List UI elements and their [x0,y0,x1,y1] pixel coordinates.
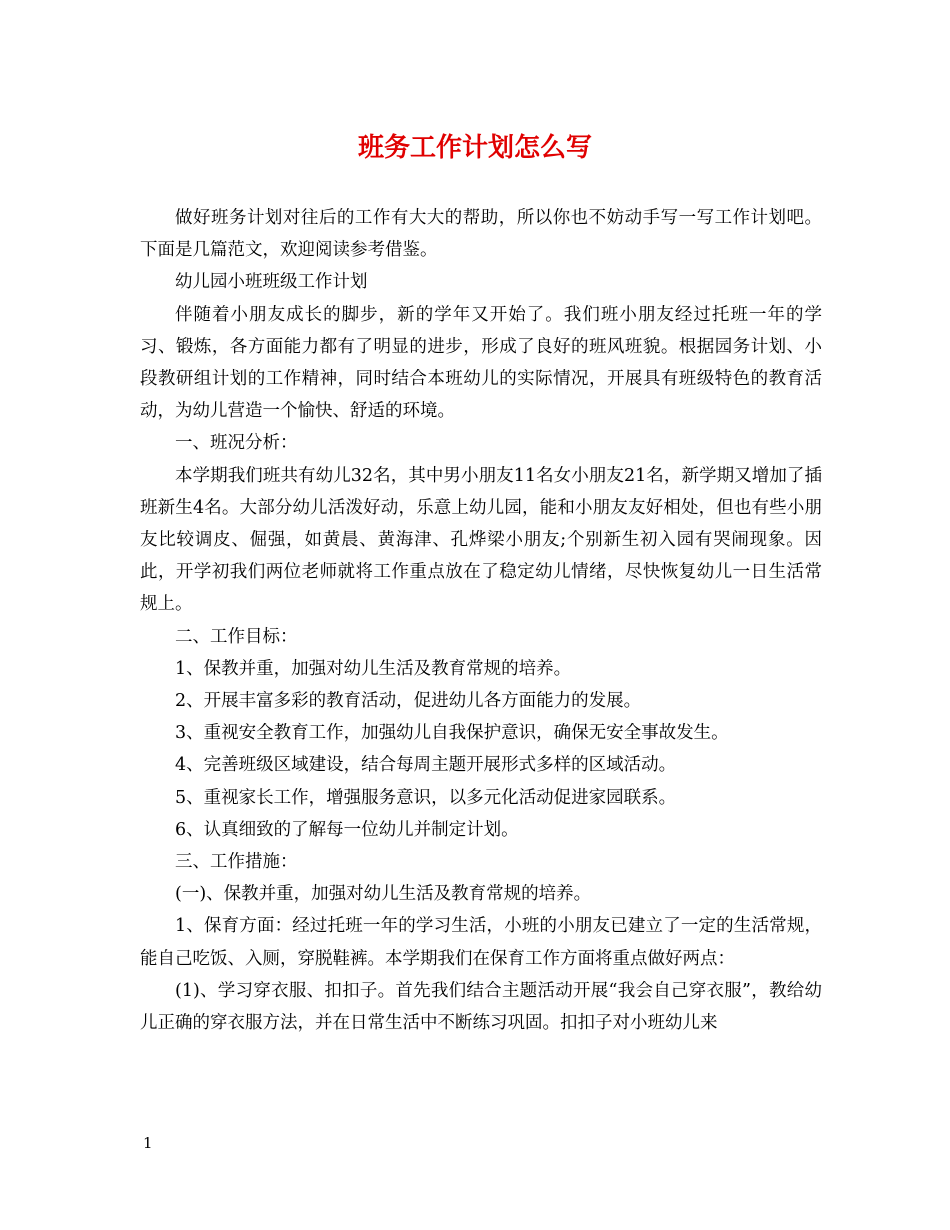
paragraph-heading: 一、班况分析： [175,433,298,454]
list-item: 5、重视家长工作，增强服务意识，以多元化活动促进家园联系。 [175,787,677,808]
page-title: 班务工作计划怎么写 [357,133,592,163]
list-item: 2、开展丰富多彩的教育活动，促进幼儿各方面能力的发展。 [175,691,642,712]
list-item: 4、完善班级区域建设，结合每周主题开展形式多样的区域活动。 [175,755,677,776]
paragraph-section-heading: 幼儿园小班班级工作计划 [175,272,368,293]
paragraph: (1)、学习穿衣服、扣扣子。首先我们结合主题活动开展“我会自己穿衣服”，教给幼儿正确的穿衣服方法，并在日常生活中不断练习巩固。扣扣子对小班幼儿来 [140,980,822,1034]
paragraph-subheading: (一)、保教并重，加强对幼儿生活及教育常规的培养。 [175,884,592,905]
paragraph-intro: 做好班务计划对往后的工作有大大的帮助，所以你也不妨动手写一写工作计划吧。下面是几篇范文，欢迎阅读参考借鉴。 [140,208,822,261]
paragraph-heading: 二、工作目标： [175,626,298,647]
list-item: 3、重视安全教育工作，加强幼儿自我保护意识，确保无安全事故发生。 [175,723,729,744]
document-body [140,202,822,1039]
list-item: 6、认真细致的了解每一位幼儿并制定计划。 [175,819,519,840]
paragraph: 1、保育方面：经过托班一年的学习生活，小班的小朋友已建立了一定的生活常规，能自己吃饭、入厕，穿脱鞋裤。本学期我们在保育工作方面将重点做好两点： [140,916,822,969]
paragraph-heading: 三、工作措施： [175,852,298,873]
page-number: 1 [143,1134,153,1152]
list-item: 1、保教并重，加强对幼儿生活及教育常规的培养。 [175,658,572,679]
paragraph: 本学期我们班共有幼儿32名，其中男小朋友11名女小朋友21名，新学期又增加了插班新生4名。大部分幼儿活泼好动，乐意上幼儿园，能和小朋友友好相处，但也有些小朋友比较调皮、倔强，如黄晨、黄海津、孔烨梁小朋友;个别新生初入园有哭闹现象。因此，开学初我们两位老师就将工作重点放在了稳定幼儿情绪，尽快恢复幼儿一日生活常规上。 [140,465,822,615]
paragraph: 伴随着小朋友成长的脚步，新的学年又开始了。我们班小朋友经过托班一年的学习、锻炼，各方面能力都有了明显的进步，形成了良好的班风班貌。根据园务计划、小段教研组计划的工作精神，同时结合本班幼儿的实际情况，开展具有班级特色的教育活动，为幼儿营造一个愉快、舒适的环境。 [140,304,822,422]
